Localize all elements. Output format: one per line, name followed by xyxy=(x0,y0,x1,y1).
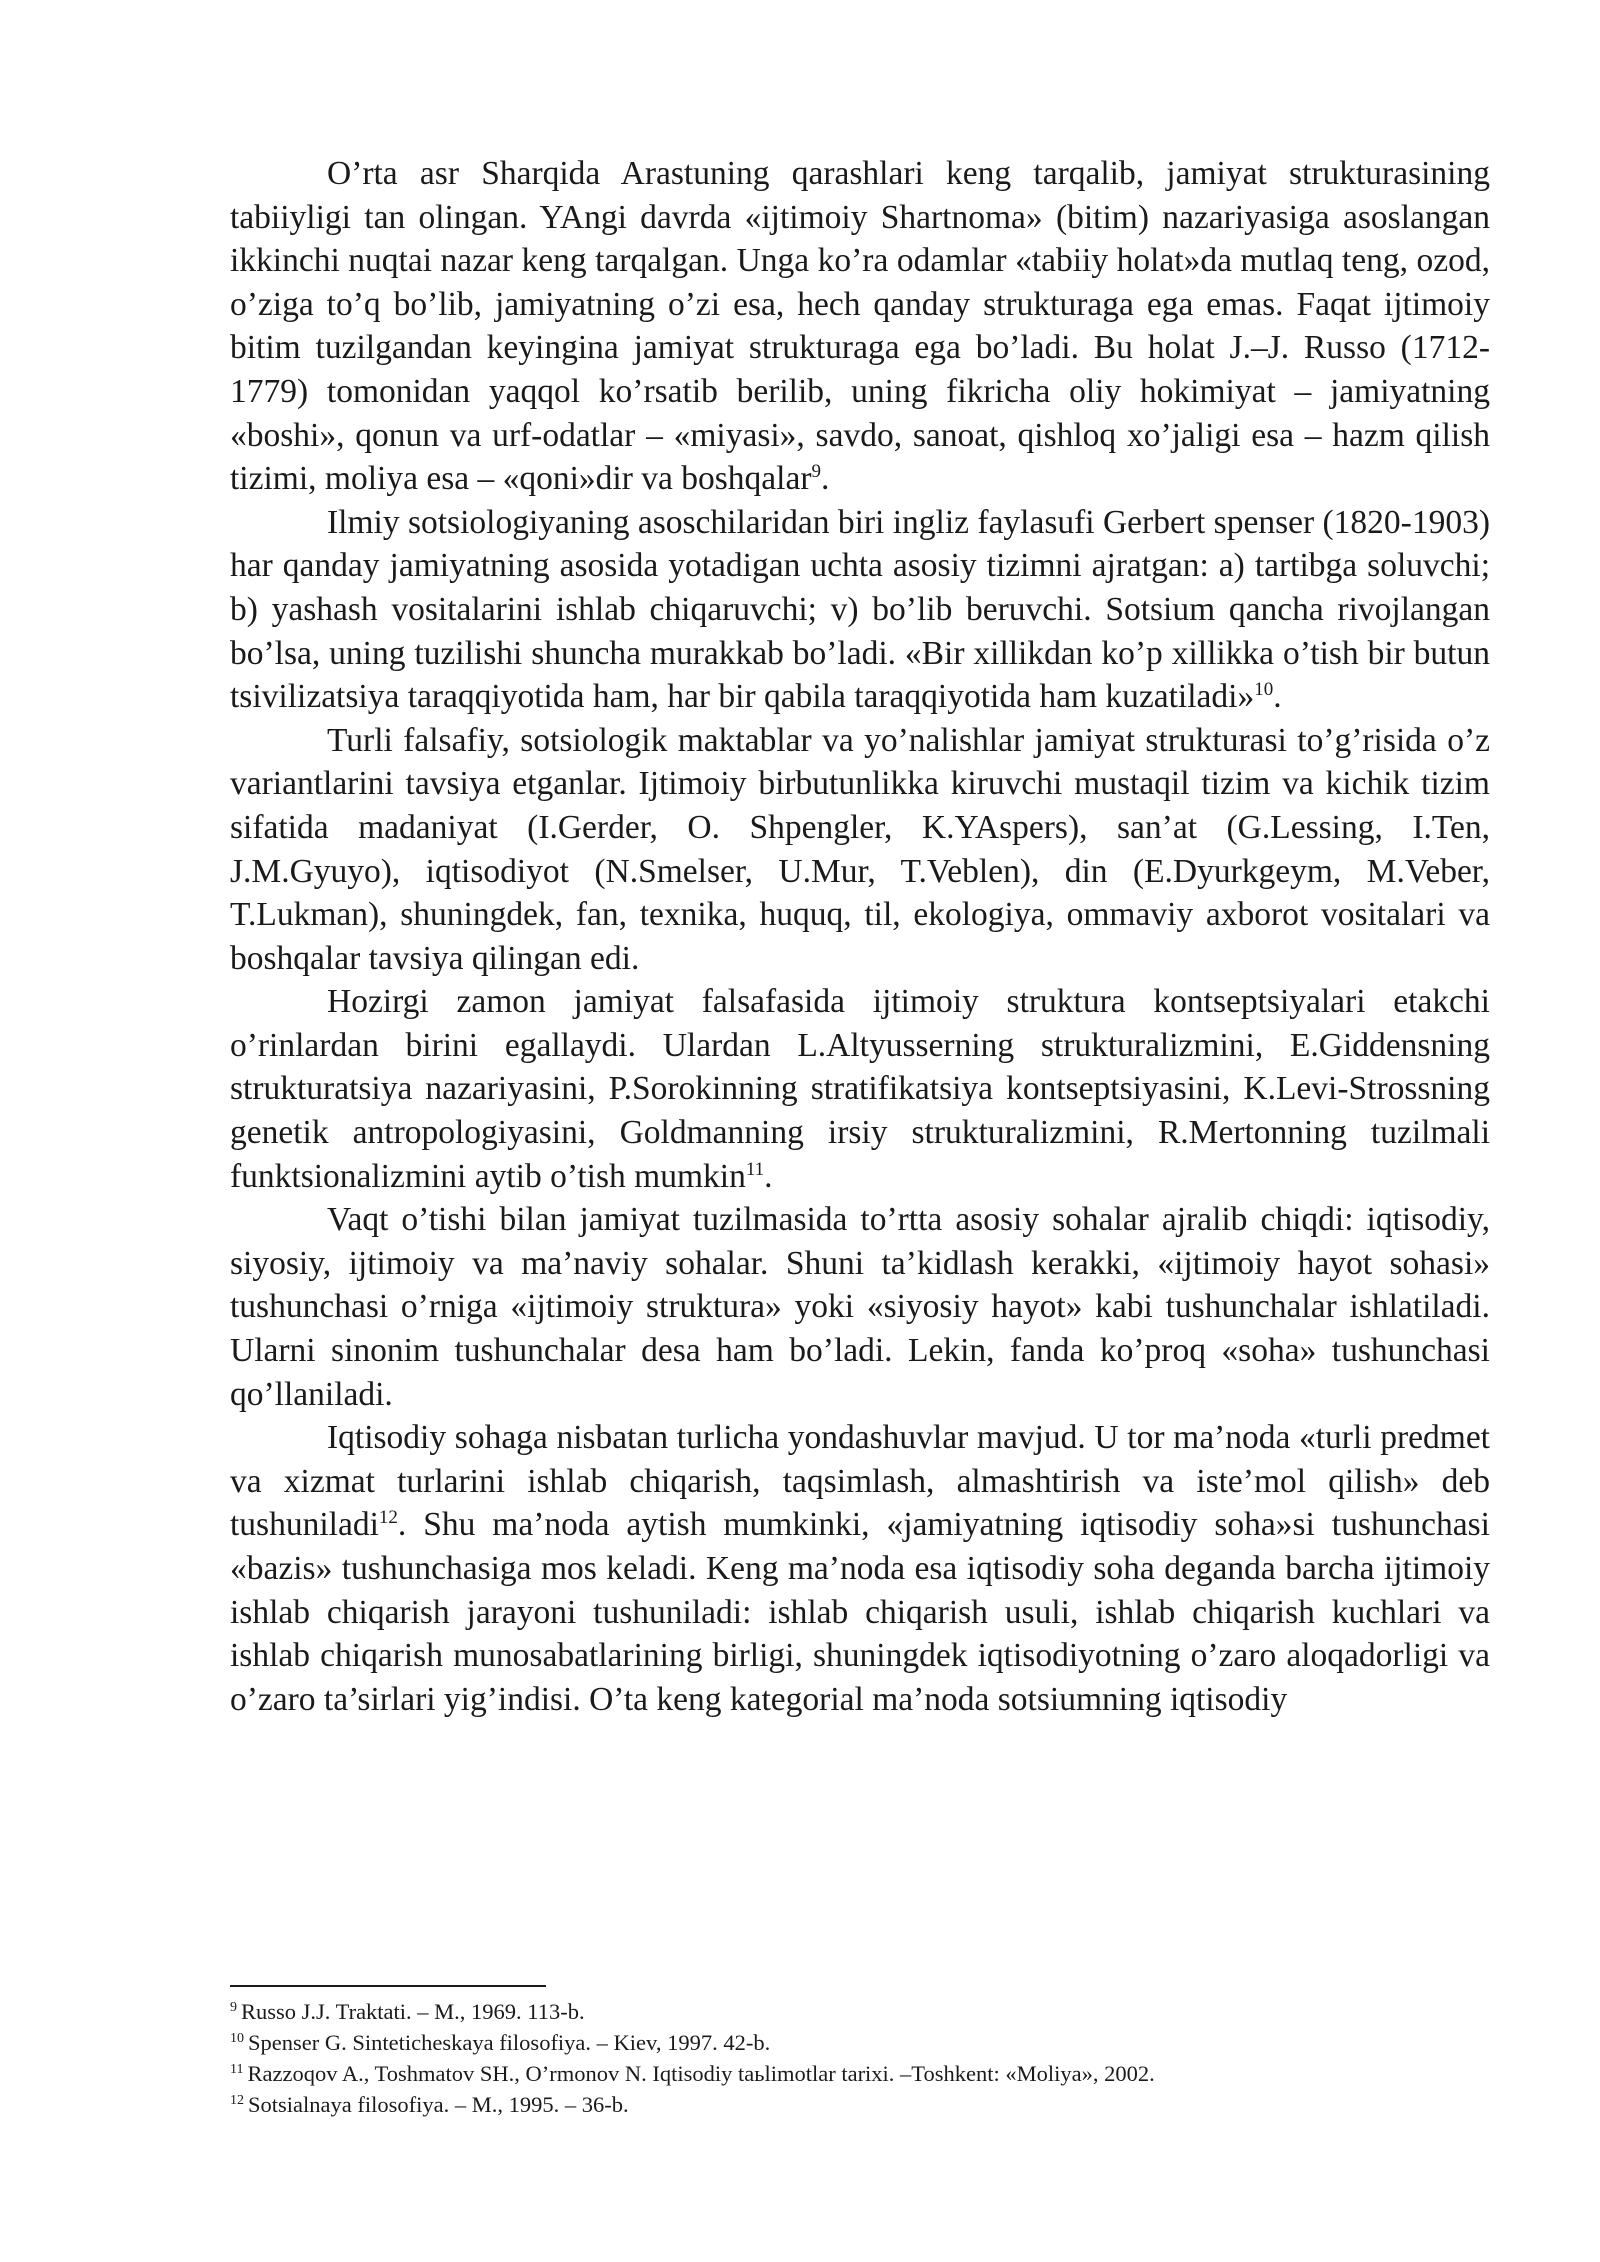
footnote-text: Spenser G. Sinteticheskaya filosofiya. – Kiev, 1997. 42-b. xyxy=(248,2030,771,2055)
paragraph-text: . xyxy=(1273,678,1282,716)
footnote-separator xyxy=(230,1985,546,1987)
paragraph-text: Vaqt o’tishi bilan jamiyat tuzilmasida to’rtta asosiy sohalar ajralib chiqdi: iqtisodiy, siyosiy, ijtimoiy va ma’naviy sohalar. Shuni ta’kidlash kerakki, «ijtimoiy hayot sohasi» tushunchasi o’rniga «ijtimoiy struktura» yoki «siyosiy hayot» kabi tushunchalar ishlatiladi. Ularni sinonim tushunchalar desa ham bo’ladi. Lekin, fanda ko’proq «soha» tushunchasi qo’llaniladi. xyxy=(230,1201,1490,1413)
footnote-number: 9 xyxy=(230,1999,237,2015)
footnote-item xyxy=(230,2058,1490,2089)
paragraph-text: Iqtisodiy sohaga nisbatan turlicha yondashuvlar mavjud. U tor ma’noda «turli predmet va xizmat turlarini ishlab chiqarish, taqsimlash, almashtirish va iste’mol qilish» deb tushuniladi xyxy=(230,1419,1490,1544)
footnote-item xyxy=(230,1996,1490,2027)
paragraph xyxy=(230,719,1490,981)
footnote-reference[interactable]: 10 xyxy=(1254,678,1274,700)
footnote-reference[interactable]: 12 xyxy=(378,1507,398,1529)
footnote-number: 12 xyxy=(230,2092,244,2108)
footnote-text: Russo J.J. Traktati. – M., 1969. 113-b. xyxy=(241,1999,585,2024)
paragraph xyxy=(230,501,1490,719)
paragraph xyxy=(230,1198,1490,1416)
paragraph xyxy=(230,152,1490,501)
footnote-text: Razzoqov A., Toshmatov SH., O’rmonov N. Iqtisodiy taьlimotlar tarixi. –Toshkent: «Moliya», 2002. xyxy=(247,2061,1155,2086)
footnotes xyxy=(230,1996,1490,2120)
footnote-reference[interactable]: 9 xyxy=(811,461,821,482)
paragraph-text: Hozirgi zamon jamiyat falsafasida ijtimoiy struktura kontseptsiyalari etakchi o’rinlardan birini egallaydi. Ulardan L.Altyusserning strukturalizmini, E.Giddensning strukturatsiya nazariyasini, P.Sorokinning stratifikatsiya kontseptsiyasini, K.Levi-Strossning genetik antropologiyasini, Goldmanning irsiy strukturalizmini, R.Mertonning tuzilmali funktsionalizmini aytib o’tish mumkin xyxy=(230,983,1490,1195)
paragraph-text: . xyxy=(820,460,830,498)
paragraph xyxy=(230,980,1490,1198)
page-body xyxy=(230,152,1490,1721)
paragraph-text: Turli falsafiy, sotsiologik maktablar va yo’nalishlar jamiyat strukturasi to’g’risida o’z variantlarini tavsiya etganlar. Ijtimoiy birbutunlikka kiruvchi mustaqil tizim va kichik tizim sifatida madaniyat (I.Gerder, O. Shpengler, K.YAspers), san’at (G.Lessing, I.Ten, J.M.Gyuyo), iqtisodiyot (N.Smelser, U.Mur, T.Veblen), din (E.Dyurkgeym, M.Veber, T.Lukman), shuningdek, fan, texnika, huquq, til, ekologiya, ommaviy axborot vositalari va boshqalar tavsiya qilingan edi. xyxy=(230,721,1490,977)
paragraph-text: . xyxy=(764,1157,773,1195)
footnote-item xyxy=(230,2027,1490,2058)
paragraph xyxy=(230,1416,1490,1721)
paragraph-text: . Shu ma’noda aytish mumkinki, «jamiyatning iqtisodiy soha»si tushunchasi «bazis» tushunchasiga mos keladi. Keng ma’noda esa iqtisodiy soha deganda barcha ijtimoiy ishlab chiqarish jarayoni tushuniladi: ishlab chiqarish usuli, ishlab chiqarish kuchlari va ishlab chiqarish munosabatlarining birligi, shuningdek iqtisodiyotning o’zaro aloqadorligi va o’zaro ta’sirlari yig’indisi. O’ta keng kategorial ma’noda sotsiumning iqtisodiy xyxy=(230,1506,1490,1718)
footnote-number: 10 xyxy=(230,2030,244,2046)
paragraph-text: Ilmiy sotsiologiyaning asoschilaridan biri ingliz faylasufi Gerbert spenser (1820-1903) har qanday jamiyatning asosida yotadigan uchta asosiy tizimni ajratgan: a) tartibga soluvchi; b) yashash vositalarini ishlab chiqaruvchi; v) bo’lib beruvchi. Sotsium qancha rivojlangan bo’lsa, uning tuzilishi shuncha murakkab bo’ladi. «Bir xillikdan ko’p xillikka o’tish bir butun tsivilizatsiya taraqqiyotida ham, har bir qabila taraqqiyotida ham kuzatiladi» xyxy=(230,503,1490,716)
footnote-text: Sotsialnaya filosofiya. – M., 1995. – 36-b. xyxy=(248,2092,629,2117)
footnote-item xyxy=(230,2089,1490,2120)
footnote-number: 11 xyxy=(230,2061,244,2077)
paragraph-text: O’rta asr Sharqida Arastuning qarashlari keng tarqalib, jamiyat strukturasining tabiiyligi tan olingan. YAngi davrda «ijtimoiy Shartnoma» (bitim) nazariyasiga asoslangan ikkinchi nuqtai nazar keng tarqalgan. Unga ko’ra odamlar «tabiiy holat»da mutlaq teng, ozod, o’ziga to’q bo’lib, jamiyatning o’zi esa, hech qanday strukturaga ega emas. Faqat ijtimoiy bitim tuzilgandan keyingina jamiyat strukturaga ega bo’ladi. Bu holat J.–J. Russo (1712-1779) tomonidan yaqqol ko’rsatib berilib, uning fikricha oliy hokimiyat – jamiyatning «boshi», qonun va urf-odatlar – «miyasi», savdo, sanoat, qishloq xo’jaligi esa – hazm qilish tizimi, moliya esa – «qoni»dir va boshqalar xyxy=(230,155,1490,498)
footnote-reference[interactable]: 11 xyxy=(745,1158,765,1180)
